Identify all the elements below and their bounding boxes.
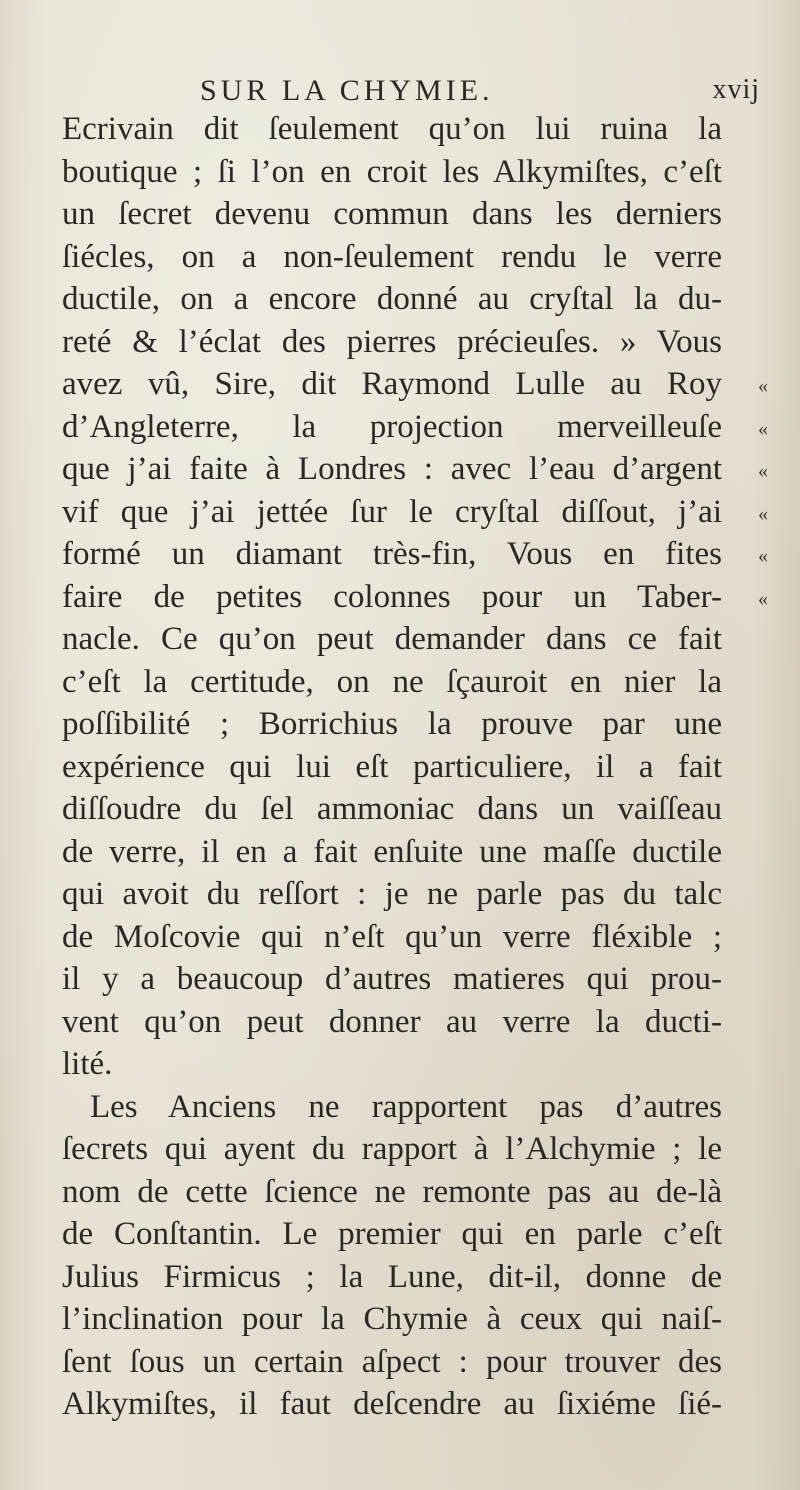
text-line: reté & l’éclat des pierres précieuſes. » Vous [62, 323, 722, 360]
text-line: que j’ai faite à Londres : avec l’eau d’argent [62, 451, 722, 487]
text-line: Ecrivain dit ſeulement qu’on lui ruina la [62, 111, 722, 147]
text-line: boutique ; ſi l’on en croit les Alkymiſtes, c’eſt [62, 153, 722, 190]
text-line: de verre, il en a fait enſuite une maſſe ductile [62, 833, 722, 870]
text-line: nom de cette ſcience ne remonte pas au de-là [62, 1173, 722, 1210]
text-line: l’inclination pour la Chymie à ceux qui naiſ- [62, 1301, 722, 1337]
margin-quote-mark: « [758, 375, 768, 397]
text-line: de Moſcovie qui n’eſt qu’un verre fléxible ; [62, 918, 722, 955]
page-number: xvij [712, 74, 760, 105]
text-line: il y a beaucoup d’autres matieres qui prou- [62, 961, 722, 997]
margin-quote-marks [758, 365, 782, 620]
text-line: Julius Firmicus ; la Lune, dit-il, donne de [62, 1258, 722, 1295]
running-title: SUR LA CHYMIE. [200, 74, 494, 107]
margin-quote-mark: « [758, 545, 768, 567]
text-line: Alkymiſtes, il faut deſcendre au ſixiéme ſié- [62, 1386, 722, 1422]
text-line: avez vû, Sire, dit Raymond Lulle au Roy [62, 366, 722, 402]
margin-quote-mark: « [758, 417, 768, 440]
text-line: expérience qui lui eſt particuliere, il a fait [62, 748, 722, 785]
text-line: de Conſtantin. Le premier qui en parle c’eſt [62, 1216, 722, 1252]
text-line: ductile, on a encore donné au cryſtal la du- [62, 281, 722, 317]
text-line: qui avoit du reſſort : je ne parle pas du talc [62, 876, 722, 912]
text-line: ſecrets qui ayent du rapport à l’Alchymie ; le [62, 1131, 722, 1167]
margin-quote-mark: « [758, 460, 768, 482]
text-line: vent qu’on peut donner au verre la ducti- [62, 1003, 722, 1040]
body-text [62, 108, 722, 1426]
text-line: diſſoudre du ſel ammoniac dans un vaiſſeau [62, 791, 722, 827]
paragraph-end-line: lité. [62, 1046, 113, 1082]
text-line: poſſibilité ; Borrichius la prouve par une [62, 706, 722, 742]
text-line: c’eſt la certitude, on ne ſçauroit en nier la [62, 663, 722, 700]
text-line: ſent ſous un certain aſpect : pour trouver des [62, 1343, 722, 1380]
margin-quote-mark: « [758, 587, 768, 610]
paragraph-start-line: Les Anciens ne rapportent pas d’autres [90, 1088, 722, 1125]
text-line: nacle. Ce qu’on peut demander dans ce fait [62, 621, 722, 657]
text-line: formé un diamant très-fin, Vous en fites [62, 536, 722, 572]
text-line: ſiécles, on a non-ſeulement rendu le verre [62, 238, 722, 275]
margin-quote-mark: « [758, 502, 768, 525]
text-line: vif que j’ai jettée ſur le cryſtal diſſout, j’ai [62, 493, 722, 530]
text-line: un ſecret devenu commun dans les derniers [62, 196, 722, 232]
text-line: faire de petites colonnes pour un Taber- [62, 578, 722, 615]
text-line: d’Angleterre, la projection merveilleuſe [62, 408, 722, 445]
